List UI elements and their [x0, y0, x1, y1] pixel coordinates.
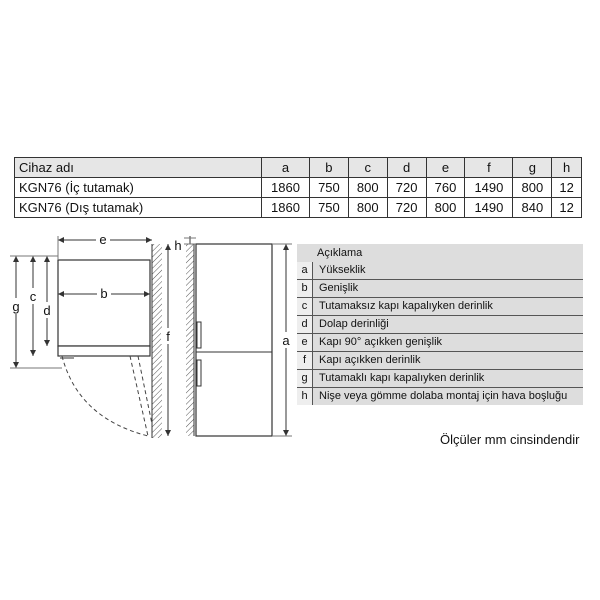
- lower-handle: [197, 360, 201, 386]
- legend-item: [297, 262, 583, 280]
- side-view: [161, 236, 293, 436]
- legend-text: Tutamaksız kapı kapalıyken derinlik: [313, 298, 583, 315]
- legend-item: [297, 334, 583, 352]
- table-row: [15, 178, 582, 198]
- value-h: 12: [552, 178, 582, 198]
- legend-key: c: [297, 298, 313, 315]
- dim-f-arrow-bottom: [165, 430, 171, 436]
- legend-text: Dolap derinliği: [313, 316, 583, 333]
- dim-b-label: b: [100, 286, 108, 301]
- legend-key: h: [297, 388, 313, 405]
- legend-item: [297, 298, 583, 316]
- legend-title: Açıklama: [297, 244, 583, 262]
- value-e: 800: [426, 198, 465, 218]
- dimension-diagram: [0, 228, 300, 448]
- legend-text: Tutamaklı kapı kapalıyken derinlik: [313, 370, 583, 387]
- device-name: KGN76 (İç tutamak): [15, 178, 262, 198]
- table-header-row: [15, 158, 582, 178]
- dim-a-arrow-top: [283, 244, 289, 250]
- legend-key: d: [297, 316, 313, 333]
- units-note: Ölçüler mm cinsindendir: [440, 432, 580, 447]
- legend-item: [297, 316, 583, 334]
- legend-key: g: [297, 370, 313, 387]
- dim-c-arrow-bottom: [30, 350, 36, 356]
- legend-item: [297, 370, 583, 388]
- dim-a-label: a: [282, 333, 290, 348]
- dim-g-arrow-bottom: [13, 362, 19, 368]
- value-d: 720: [387, 178, 426, 198]
- upper-handle: [197, 322, 201, 348]
- dim-e-label: e: [99, 232, 107, 247]
- value-e: 760: [426, 178, 465, 198]
- header-d: d: [387, 158, 426, 178]
- value-h: 12: [552, 198, 582, 218]
- dim-a-arrow-bottom: [283, 430, 289, 436]
- dim-g-label: g: [12, 299, 20, 314]
- table-row: [15, 198, 582, 218]
- top-view: [9, 232, 162, 438]
- dim-g-arrow-top: [13, 256, 19, 262]
- dim-h-label: h: [174, 238, 182, 253]
- wall-hatch-top: [152, 244, 162, 438]
- dim-f-label: f: [166, 329, 170, 344]
- header-b: b: [309, 158, 348, 178]
- dim-d-arrow-bottom: [44, 340, 50, 346]
- fridge-body-side: [196, 244, 272, 436]
- dimension-table: [14, 157, 582, 218]
- dim-e-arrow-right: [146, 237, 152, 243]
- value-c: 800: [348, 198, 387, 218]
- header-e: e: [426, 158, 465, 178]
- dim-f-arrow-top: [165, 244, 171, 250]
- dim-d-label: d: [43, 303, 51, 318]
- header-g: g: [513, 158, 552, 178]
- value-b: 750: [309, 178, 348, 198]
- cabinet-top-view: [58, 260, 150, 346]
- legend-text: Yükseklik: [313, 262, 583, 279]
- legend: [297, 244, 583, 405]
- legend-text: Kapı açıkken derinlik: [313, 352, 583, 369]
- legend-text: Kapı 90° açıkken genişlik: [313, 334, 583, 351]
- header-c: c: [348, 158, 387, 178]
- value-b: 750: [309, 198, 348, 218]
- header-f: f: [465, 158, 513, 178]
- door-swing-arc: [62, 356, 148, 436]
- dim-d-arrow-top: [44, 256, 50, 262]
- value-f: 1490: [465, 198, 513, 218]
- header-h: h: [552, 158, 582, 178]
- value-d: 720: [387, 198, 426, 218]
- door-top-view: [58, 346, 150, 356]
- legend-key: a: [297, 262, 313, 279]
- value-c: 800: [348, 178, 387, 198]
- legend-item: [297, 280, 583, 298]
- legend-key: f: [297, 352, 313, 369]
- legend-text: Genişlik: [313, 280, 583, 297]
- door-open-line: [130, 356, 148, 436]
- value-a: 1860: [262, 198, 310, 218]
- header-a: a: [262, 158, 310, 178]
- value-g: 800: [513, 178, 552, 198]
- door-open-line: [138, 356, 152, 424]
- value-f: 1490: [465, 178, 513, 198]
- dim-c-arrow-top: [30, 256, 36, 262]
- legend-item: [297, 352, 583, 370]
- legend-key: e: [297, 334, 313, 351]
- wall-hatch-side: [186, 244, 194, 436]
- dim-e-arrow-left: [58, 237, 64, 243]
- value-a: 1860: [262, 178, 310, 198]
- legend-item: [297, 388, 583, 405]
- legend-text: Nişe veya gömme dolaba montaj için hava boşluğu: [313, 388, 583, 405]
- legend-key: b: [297, 280, 313, 297]
- dim-c-label: c: [29, 289, 37, 304]
- header-device-name: Cihaz adı: [15, 158, 262, 178]
- value-g: 840: [513, 198, 552, 218]
- device-name: KGN76 (Dış tutamak): [15, 198, 262, 218]
